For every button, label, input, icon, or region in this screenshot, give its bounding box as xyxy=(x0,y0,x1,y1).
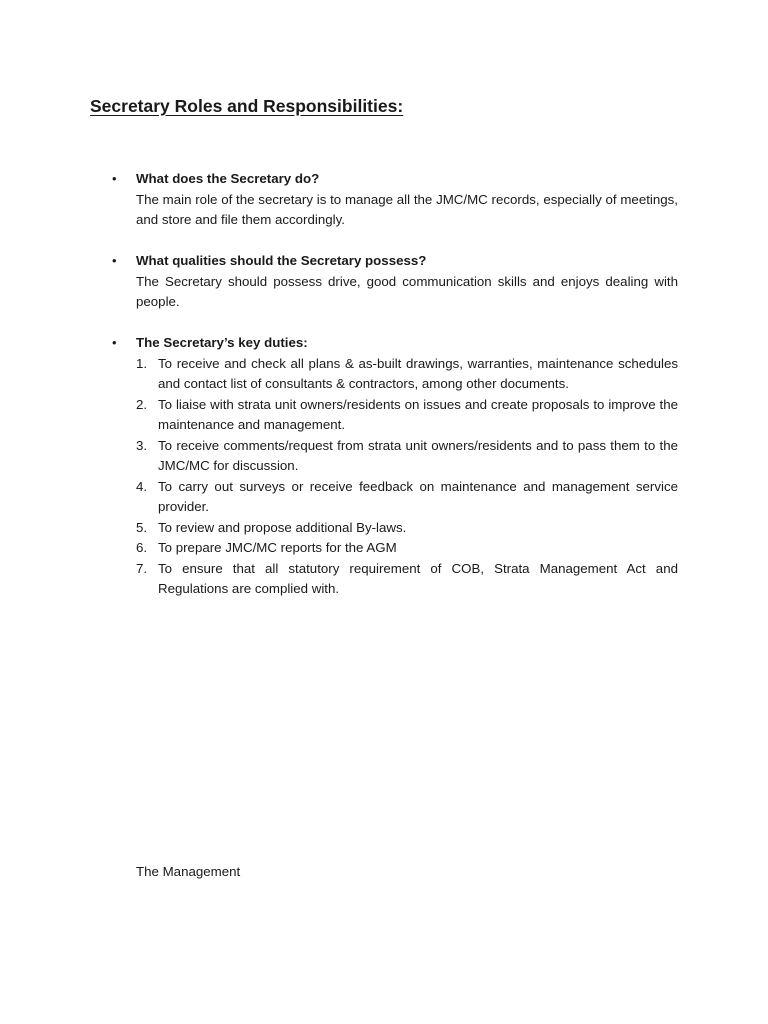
list-item xyxy=(136,559,678,600)
list-text: To receive and check all plans & as-built drawings, warranties, maintenance schedules and contact list of consultants & contractors, among other documents. xyxy=(158,355,678,391)
list-text: To review and propose additional By-laws. xyxy=(158,519,407,535)
list-text: To ensure that all statutory requirement of COB, Strata Management Act and Regulations are complied with. xyxy=(158,560,678,596)
list-number: 1. xyxy=(136,355,148,371)
list-item xyxy=(136,538,678,559)
section-role xyxy=(112,169,678,231)
list-item xyxy=(136,477,678,518)
list-number: 2. xyxy=(136,396,148,412)
bullet-icon: • xyxy=(112,171,117,186)
section-heading: What does the Secretary do? xyxy=(136,171,320,186)
list-text: To receive comments/request from strata unit owners/residents and to pass them to the JMC/MC for discussion. xyxy=(158,437,678,473)
list-text: To prepare JMC/MC reports for the AGM xyxy=(158,540,397,555)
list-item xyxy=(136,395,678,436)
list-item xyxy=(136,436,678,477)
list-item xyxy=(136,354,678,395)
section-heading: The Secretary’s key duties: xyxy=(136,335,308,350)
section-qualities xyxy=(112,251,678,313)
list-text: To liaise with strata unit owners/residents on issues and create proposals to improve the maintenance and management. xyxy=(158,396,678,432)
list-number: 3. xyxy=(136,437,148,453)
list-number: 7. xyxy=(136,560,148,576)
signature: The Management xyxy=(136,864,241,879)
list-text: To carry out surveys or receive feedback on maintenance and management service provider. xyxy=(158,478,678,514)
page-title: Secretary Roles and Responsibilities: xyxy=(90,96,404,116)
section-heading: What qualities should the Secretary possess? xyxy=(136,253,427,268)
bullet-icon: • xyxy=(112,335,117,350)
section-duties xyxy=(112,333,678,600)
list-number: 6. xyxy=(136,540,148,555)
section-body: The Secretary should possess drive, good communication skills and enjoys dealing with people. xyxy=(136,273,678,309)
list-item xyxy=(136,518,678,539)
section-body: The main role of the secretary is to manage all the JMC/MC records, especially of meetings, and store and file them accordingly. xyxy=(136,191,678,227)
list-number: 4. xyxy=(136,478,148,494)
duties-list xyxy=(136,354,678,600)
list-number: 5. xyxy=(136,519,148,535)
bullet-icon: • xyxy=(112,253,117,268)
